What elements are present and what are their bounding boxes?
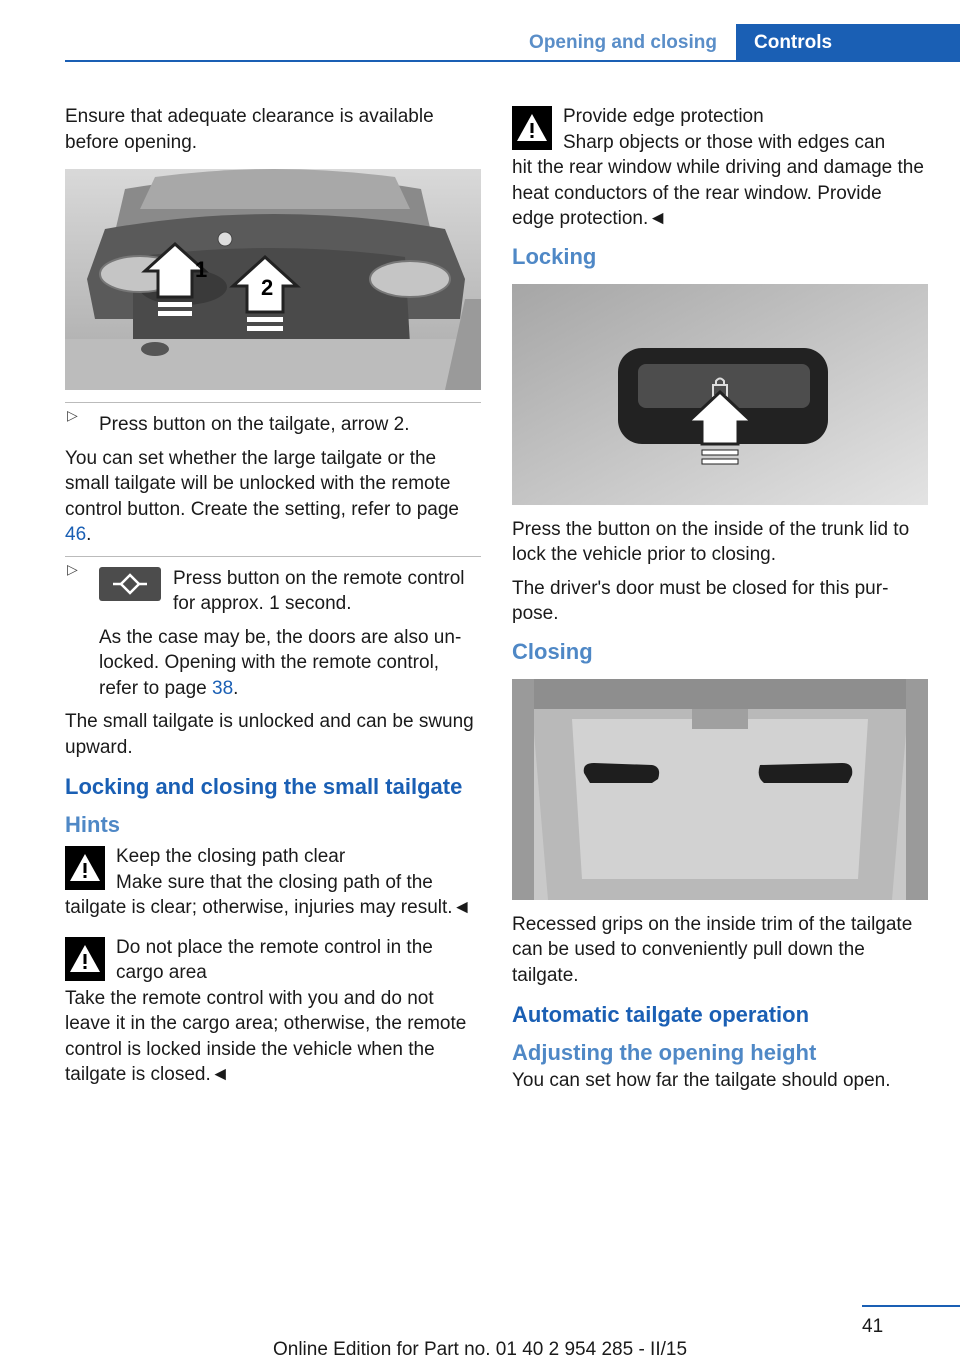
page-link-46[interactable]: 46 <box>65 524 87 545</box>
locking-paragraph-2: The driver's door must be closed for this purpose. <box>512 577 889 624</box>
triangle-bullet-icon: ▷ <box>67 407 78 423</box>
heading-closing: Closing <box>512 638 593 664</box>
bullet-remote-control <box>65 556 481 617</box>
warning-remote-cargo <box>65 935 481 986</box>
warning-line: Make sure that the closing path of the <box>116 871 433 893</box>
setting-paragraph <box>65 446 481 548</box>
warning-triangle-icon <box>65 937 105 989</box>
remote-continuation-end: . <box>233 677 239 699</box>
footer-edition: Online Edition for Part no. 01 40 2 954 285 - II/15 <box>272 1339 688 1360</box>
heading-adjust-height: Adjusting the opening height <box>512 1040 817 1065</box>
warning-title: Provide edge protection <box>563 106 764 127</box>
bullet-text: Press button on the tailgate, arrow 2. <box>99 414 410 435</box>
right-column <box>512 104 928 1102</box>
warning-body: Take the remote control with you and do not leave it in the cargo area; otherwise, the remote control is locked inside the vehicle when the tailgate is closed.◄ <box>65 987 467 1085</box>
bullet-text: Press button on the remote control for approx. 1 second. <box>173 567 465 614</box>
setting-text: You can set whether the large tailgate or the small tailgate will be unlocked with the remote control button. Create the setting, refer to page <box>65 447 459 520</box>
triangle-bullet-icon: ▷ <box>67 560 78 577</box>
header-section-title: Opening and closing <box>529 32 717 53</box>
footer-rule <box>862 1305 960 1307</box>
arrow-label-2: 2 <box>261 275 274 300</box>
closing-paragraph: Recessed grips on the inside trim of the tailgate can be used to conveniently pull down the tailgate. <box>512 913 913 986</box>
warning-body: tailgate is clear; otherwise, injuries may result.◄ <box>65 897 472 918</box>
warning-title: Keep the closing path clear <box>116 846 346 867</box>
left-column <box>65 104 481 1096</box>
unlocked-paragraph: The small tailgate is unlocked and can be swung upward. <box>65 711 474 758</box>
remote-continuation-text: As the case may be, the doors are also unlocked. Opening with the remote control, refer to page <box>99 626 462 699</box>
warning-closing-path <box>65 844 481 895</box>
trunk-lock-button-photo <box>512 284 928 505</box>
heading-locking: Locking <box>512 243 597 269</box>
warning-triangle-icon <box>512 106 552 158</box>
warning-title: Do not place the remote control in the cargo area <box>116 936 433 983</box>
page-number: 41 <box>862 1316 884 1337</box>
arrow-label-1: 1 <box>195 257 208 282</box>
remote-unlock-button-icon <box>99 567 161 601</box>
tailgate-inside-trim-photo <box>512 679 928 900</box>
heading-hints: Hints <box>65 812 120 837</box>
page-link-38[interactable]: 38 <box>212 677 234 699</box>
locking-paragraph-1: Press the button on the inside of the trunk lid to lock the vehicle prior to closing. <box>512 518 910 565</box>
warning-body: hit the rear window while driving and damage the heat conductors of the rear window. Provide edge protection.◄ <box>512 157 924 229</box>
remote-continuation <box>65 625 481 702</box>
heading-automatic-operation: Automatic tailgate operation <box>512 1002 810 1027</box>
header-rule <box>65 60 960 62</box>
intro-text: Ensure that adequate clearance is available before opening. <box>65 106 434 153</box>
warning-edge-protection <box>512 104 928 155</box>
tailgate-rear-photo <box>65 169 481 390</box>
header-chapter-tab: Controls <box>736 24 960 62</box>
warning-triangle-icon <box>65 846 105 898</box>
bullet-press-tailgate <box>65 402 481 438</box>
heading-locking-closing: Locking and closing the small tailgate <box>65 774 463 799</box>
warning-line: Sharp objects or those with edges can <box>563 131 886 153</box>
adjust-paragraph: You can set how far the tailgate should open. <box>512 1070 891 1091</box>
setting-text-end: . <box>86 524 92 545</box>
